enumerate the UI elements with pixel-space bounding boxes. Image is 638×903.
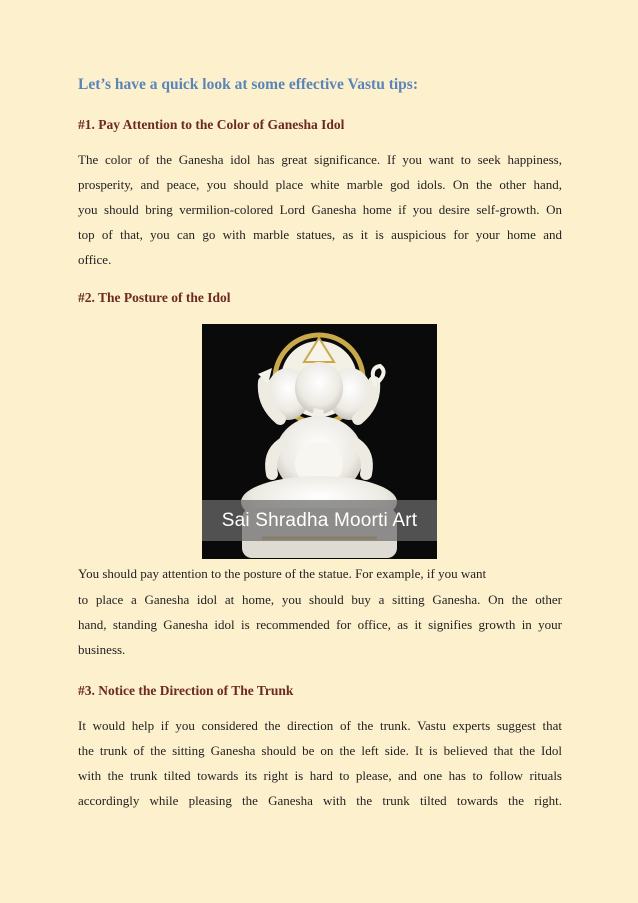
paragraph-line: the trunk of the sitting Ganesha should be on the left side. It is believed that the Idol	[78, 743, 562, 758]
paragraph-line: top of that, you can go with marble statues, as it is auspicious for your home and	[78, 227, 562, 242]
paragraph-line: It would help if you considered the direction of the trunk. Vastu experts suggest that	[78, 718, 562, 733]
paragraph-line: prosperity, and peace, you should place white marble god idols. On the other hand,	[78, 177, 562, 192]
paragraph-line: with the trunk tilted towards its right is hard to please, and one has to follow rituals	[78, 768, 562, 783]
ganesha-idol-image	[202, 324, 437, 559]
paragraph-line: you should bring vermilion-colored Lord Ganesha home if you desire self-growth. On	[78, 202, 562, 217]
paragraph-line: You should pay attention to the posture of the statue. For example, if you want	[78, 566, 487, 581]
tip-3-paragraph	[78, 713, 562, 813]
tip-1-heading: #1. Pay Attention to the Color of Ganesha Idol	[78, 117, 345, 132]
tip-2-heading: #2. The Posture of the Idol	[78, 290, 231, 305]
paragraph-line: The color of the Ganesha idol has great significance. If you want to seek happiness,	[78, 152, 562, 167]
image-watermark-caption: Sai Shradha Moorti Art	[202, 500, 437, 541]
intro-heading: Let’s have a quick look at some effective Vastu tips:	[78, 76, 418, 93]
paragraph-line: business.	[78, 642, 126, 657]
paragraph-line: to place a Ganesha idol at home, you should buy a sitting Ganesha. On the other	[78, 592, 562, 607]
paragraph-line: hand, standing Ganesha idol is recommended for office, as it signifies growth in your	[78, 617, 562, 632]
paragraph-line: accordingly while pleasing the Ganesha with the trunk tilted towards the right.	[78, 793, 562, 808]
tip-3-heading: #3. Notice the Direction of The Trunk	[78, 683, 294, 698]
paragraph-line: office.	[78, 252, 112, 267]
tip-2-paragraph	[78, 566, 562, 662]
tip-1-paragraph	[78, 147, 562, 272]
